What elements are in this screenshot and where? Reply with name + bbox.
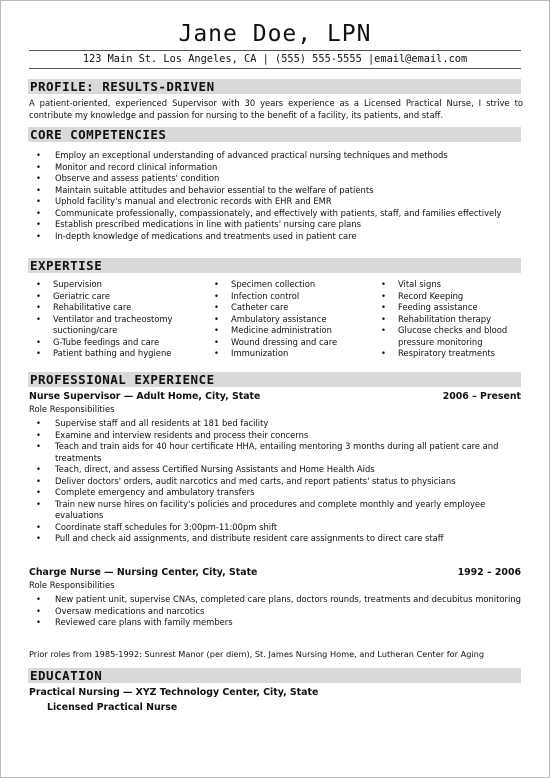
list-item: • Establish prescribed medications in line with patients' nursing care plans [29, 219, 523, 231]
candidate-name: Jane Doe, LPN [178, 21, 372, 47]
job-heading [29, 567, 521, 579]
expertise-column-3 [374, 279, 522, 360]
list-item: • Examine and interview residents and process their concerns [29, 430, 523, 442]
list-item: • Supervise staff and all residents at 181 bed facility [29, 418, 523, 430]
list-item: • Observe and assess patients' condition [29, 173, 523, 185]
list-item: • Complete emergency and ambulatory transfers [29, 487, 523, 499]
list-item: • Supervision [29, 279, 204, 291]
contact-line: 123 Main St. Los Angeles, CA | (555) 555-5555 |email@email.com [82, 53, 468, 65]
job-dates: 2006 – Present [442, 391, 521, 402]
job-subheading: Role Responsibilities [29, 580, 115, 590]
section-profile-heading: PROFILE: RESULTS-DRIVEN [28, 79, 521, 94]
list-item: • Specimen collection [207, 279, 377, 291]
list-item: • Teach and train aids for 40 hour certificate HHA, entailing mentoring 3 months during all patient care and treatments [29, 441, 523, 464]
list-item: • G-Tube feedings and care [29, 337, 204, 349]
list-item: • Employ an exceptional understanding of advanced practical nursing techniques and methods [29, 150, 523, 162]
list-item: • Infection control [207, 291, 377, 303]
list-item: • New patient unit, supervise CNAs, completed care plans, doctors rounds, treatments and decubitus monitoring [29, 594, 523, 606]
list-item: • Geriatric care [29, 291, 204, 303]
job-title: Nurse Supervisor — Adult Home, City, State [29, 391, 261, 402]
list-item: • Coordinate staff schedules for 3:00pm-11:00pm shift [29, 522, 523, 534]
education-school: Practical Nursing — XYZ Technology Center, City, State [29, 687, 319, 698]
education-degree: Licensed Practical Nurse [47, 702, 178, 713]
job-dates: 1992 – 2006 [457, 567, 521, 578]
expertise-column-1 [29, 279, 204, 360]
list-item: • Immunization [207, 348, 377, 360]
header-rule [29, 50, 521, 51]
job-heading [29, 391, 521, 403]
list-item: • Vital signs [374, 279, 522, 291]
list-item: • Teach, direct, and assess Certified Nursing Assistants and Home Health Aids [29, 464, 523, 476]
expertise-column-2 [207, 279, 377, 360]
list-item: • Glucose checks and blood pressure monitoring [374, 325, 522, 348]
list-item: • Ambulatory assistance [207, 314, 377, 326]
list-item: • Medicine administration [207, 325, 377, 337]
list-item: • Feeding assistance [374, 302, 522, 314]
list-item: • Communicate professionally, compassionately, and effectively with patients, staff, and families effectively [29, 208, 523, 220]
job-subheading: Role Responsibilities [29, 404, 115, 414]
job-responsibilities [29, 418, 523, 545]
section-competencies-heading: CORE COMPETENCIES [28, 127, 521, 142]
list-item: • Ventilator and tracheostomy suctioning/care [29, 314, 204, 337]
list-item: • Train new nurse hires on facility's policies and procedures and complete monthly and yearly employee evaluations [29, 499, 523, 522]
competencies-list [29, 150, 523, 242]
list-item: • Respiratory treatments [374, 348, 522, 360]
list-item: • Oversaw medications and narcotics [29, 606, 523, 618]
section-experience-heading: PROFESSIONAL EXPERIENCE [28, 372, 521, 387]
list-item: • Patient bathing and hygiene [29, 348, 204, 360]
list-item: • Pull and check aid assignments, and distribute resident care assignments to direct care staff [29, 533, 523, 545]
prior-roles: Prior roles from 1985-1992: Sunrest Manor (per diem), St. James Nursing Home, and Lutheran Center for Aging [29, 649, 485, 659]
header-rule-bottom [29, 68, 521, 69]
job-responsibilities [29, 594, 523, 629]
list-item: • Wound dressing and care [207, 337, 377, 349]
section-education-heading: EDUCATION [28, 668, 521, 683]
list-item: • Catheter care [207, 302, 377, 314]
list-item: • In-depth knowledge of medications and treatments used in patient care [29, 231, 523, 243]
list-item: • Rehabilitation therapy [374, 314, 522, 326]
list-item: • Monitor and record clinical information [29, 162, 523, 174]
section-expertise-heading: EXPERTISE [28, 258, 521, 273]
list-item: • Deliver doctors' orders, audit narcotics and med carts, and report patients' status to physicians [29, 476, 523, 488]
list-item: • Uphold facility's manual and electronic records with EHR and EMR [29, 196, 523, 208]
list-item: • Record Keeping [374, 291, 522, 303]
list-item: • Rehabilitative care [29, 302, 204, 314]
list-item: • Maintain suitable attitudes and behavior essential to the welfare of patients [29, 185, 523, 197]
profile-text: A patient-oriented, experienced Supervisor with 30 years experience as a Licensed Practical Nurse, I strive to contribute my knowledge and passion for nursing to the benefit of a facility, its patients, and staff. [29, 98, 523, 120]
list-item: • Reviewed care plans with family members [29, 617, 523, 629]
job-title: Charge Nurse — Nursing Center, City, State [29, 567, 258, 578]
